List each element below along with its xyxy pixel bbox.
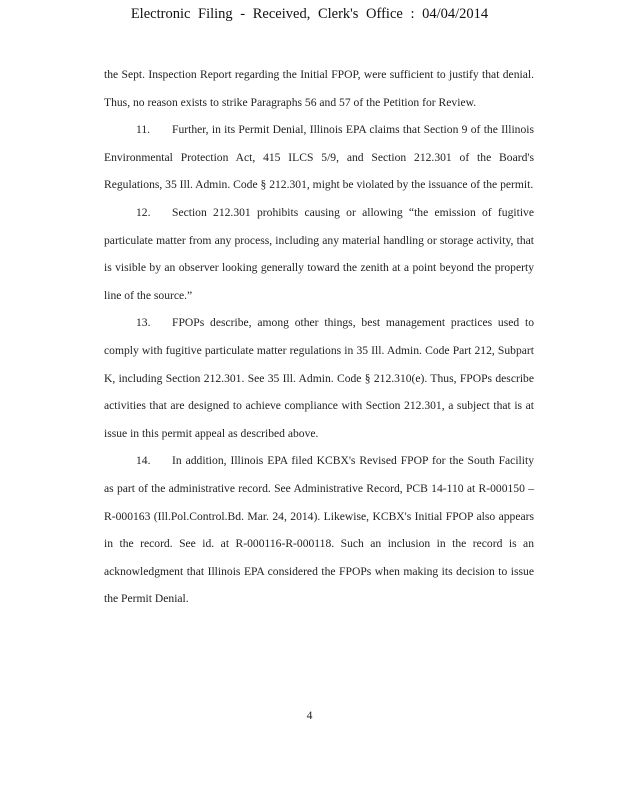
page-number: 4 [306,709,313,722]
paragraph-text: Section 212.301 prohibits causing or allowing “the emission of fugitive particulate matter from any process, including any material handling or storage activity, that is visible by an observer looking generally toward the zenith at a point beyond the property line of the source.” [104,205,534,302]
paragraph-text: the Sept. Inspection Report regarding the Initial FPOP, were sufficient to justify that denial. Thus, no reason exists to strike Paragraphs 56 and 57 of the Petition for Review. [104,68,534,109]
paragraph-14 [104,447,534,613]
paragraph-number: 12. [136,205,151,219]
paragraph-number: 11. [136,123,151,137]
paragraph-continuation [104,61,534,116]
paragraph-number: 13. [136,316,151,330]
document-body [104,61,534,613]
filing-stamp-header: Electronic Filing - Received, Clerk's Office : 04/04/2014 [130,6,489,22]
paragraph-13 [104,309,534,447]
paragraph-number: 14. [136,454,151,468]
paragraph-text: FPOPs describe, among other things, best management practices used to comply with fugitive particulate matter regulations in 35 Ill. Admin. Code Part 212, Subpart K, including Section 212.301. See 35 Ill. Admin. Code § 212.310(e). Thus, FPOPs describe activities that are designed to achieve compliance with Section 212.301, a subject that is at issue in this permit appeal as described above. [104,316,534,440]
paragraph-text: Further, in its Permit Denial, Illinois EPA claims that Section 9 of the Illinois Environmental Protection Act, 415 ILCS 5/9, and Section 212.301 of the Board's Regulations, 35 Ill. Admin. Code § 212.301, might be violated by the issuance of the permit. [104,123,534,192]
paragraph-11 [104,116,534,199]
paragraph-12 [104,199,534,309]
paragraph-text: In addition, Illinois EPA filed KCBX's Revised FPOP for the South Facility as part of the administrative record. See Administrative Record, PCB 14-110 at R-000150 – R-000163 (Ill.Pol.Control.Bd. Mar. 24, 2014). Likewise, KCBX's Initial FPOP also appears in the record. See id. at R-000116-R-000118. Such an inclusion in the record is an acknowledgment that Illinois EPA considered the FPOPs when making its decision to issue the Permit Denial. [104,454,534,606]
